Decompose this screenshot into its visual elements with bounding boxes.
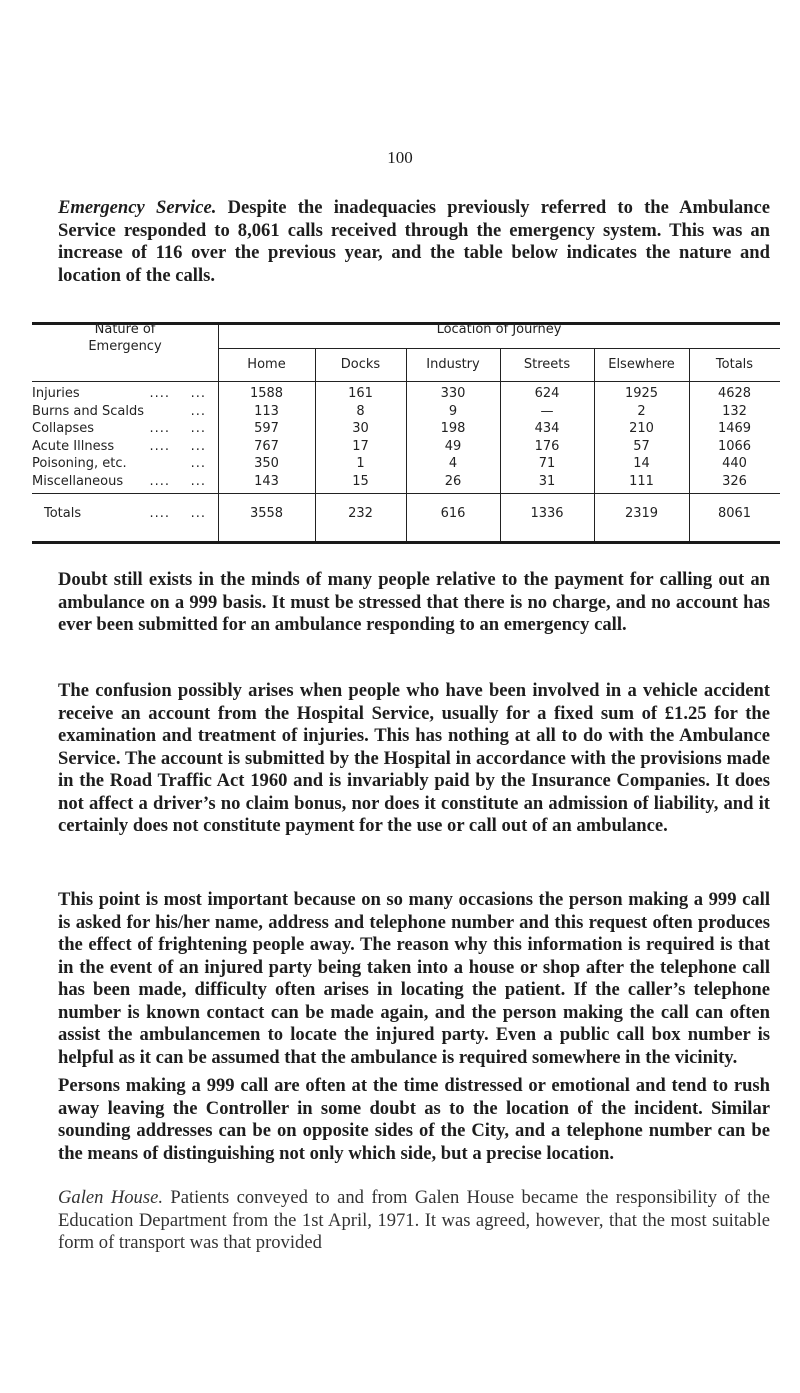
- row-label: Poisoning, etc. ...: [32, 456, 206, 471]
- row-label: Miscellaneous .... ...: [32, 473, 206, 489]
- paragraph-emergency-service: [58, 197, 770, 287]
- table-cell: 161: [348, 386, 373, 401]
- table-cell: —: [540, 403, 554, 419]
- table-cell: 440: [722, 456, 747, 471]
- table-cell: 597: [254, 421, 279, 436]
- table-divider: [32, 381, 780, 382]
- row-label: Injuries .... ...: [32, 386, 206, 401]
- table-cell: 176: [534, 438, 560, 454]
- table-cell: 326: [722, 473, 747, 489]
- table-cell: 71: [538, 456, 556, 471]
- table-cell: 57: [633, 438, 650, 454]
- table-cell: 210: [629, 421, 654, 436]
- paragraph-caller-details: This point is most important because on so many occasions the person making a 999 call is asked for his/her name, address and telephone number and this request often produces the effect of frightening people away. The reason why this information is required is that in the event of an injured party being taken into a house or shop after the telephone call has been made, difficulty often arises in locating the patient. If the caller’s telephone number is known contact can be made again, and the person making the call can often assist the ambulancemen to locate the injured party. Even a public call box number is helpful as it can be assumed that the ambulance is required somewhere in the vicinity.: [58, 889, 770, 1068]
- table-cell: 111: [629, 473, 654, 489]
- table-cell: 26: [444, 473, 462, 489]
- page-number: 100: [387, 148, 413, 167]
- paragraph-confusion: The confusion possibly arises when people who have been involved in a vehicle accident receive an account from the Hospital Service, usually for a fixed sum of £1.25 for the examination and treatment of injuries. This has nothing at all to do with the Ambulance Service. The account is submitted by the Hospital in accordance with the provisions made in the Road Traffic Act 1960 and is invariably paid by the Insurance Companies. It does not affect a driver’s no claim bonus, nor does it constitute an admission of liability, and it certainly does not constitute payment for the use or call out of an ambulance.: [58, 680, 770, 836]
- table-cell: 350: [254, 456, 279, 471]
- column-header: Totals: [715, 357, 754, 372]
- table-cell: 49: [444, 438, 462, 454]
- column-header: Home: [247, 357, 286, 372]
- column-header: Streets: [523, 357, 571, 372]
- paragraph-heading: Galen House.: [58, 1187, 163, 1208]
- column-header: Industry: [426, 357, 480, 372]
- table-cell: 132: [722, 403, 747, 419]
- table-divider: [32, 493, 780, 494]
- table-cell: 9: [448, 403, 458, 419]
- table-cell: 4: [448, 456, 458, 471]
- column-header: Docks: [340, 357, 381, 372]
- paragraph-heading: Emergency Service.: [58, 197, 217, 218]
- table-cell: 1925: [624, 386, 659, 401]
- paragraph-distressed-callers: Persons making a 999 call are often at the time distressed or emotional and tend to rush away leaving the Controller in some doubt as to the location of the incident. Similar sounding addresses can be on opposite sides of the City, and a telephone number can be the means of distinguishing not only which side, but a precise location.: [58, 1075, 770, 1164]
- table-cell: 1469: [717, 421, 752, 436]
- table-cell: 113: [254, 403, 279, 419]
- table-cell: 4628: [717, 386, 752, 401]
- totals-cell: 616: [440, 506, 466, 521]
- table-cell: 330: [440, 386, 466, 401]
- emergency-calls-table: Nature of Emergency Location of Journey Home Docks Industry Streets Elsewhere Totals Injuries .... ... 1588 161 330 624 1925 4628 Burns and Scalds ... 113 8 9 — 2 132 Collapses .... ... 597 30 198 434 210 1469 Acute Illness .... ... 767 17 49 176 57 1066 Poisoning, etc. ... 350 1 4 71 14 440 Miscellaneous .... ... 143 15 26 31 111 326 Totals .... ... 3558 232 616 1336 2319 8061: [32, 322, 780, 544]
- totals-cell: 1336: [530, 506, 564, 521]
- row-label: Collapses .... ...: [32, 421, 206, 436]
- row-header: Nature of Emergency: [88, 322, 162, 354]
- paragraph-text: Patients conveyed to and from Galen House became the responsibility of the Education Department from the 1st April, 1971. It was agreed, however, that the most suitable form of transport was that provided: [58, 1187, 770, 1253]
- table-cell: 434: [534, 421, 560, 436]
- table-divider: [218, 348, 780, 349]
- table-cell: 31: [538, 473, 556, 489]
- paragraph-text: Despite the inadequacies previously referred to the Ambulance Service responded to 8,061 calls received through the emergency system. This was an increase of 116 over the previous year, and the table below indicates the nature and location of the calls.: [58, 197, 770, 286]
- paragraph-payment-doubt: Doubt still exists in the minds of many people relative to the payment for calling out an ambulance on a 999 basis. It must be stressed that there is no charge, and no account has ever been submitted for an ambulance responding to an emergency call.: [58, 569, 770, 635]
- group-header: Location of Journey: [436, 322, 562, 337]
- totals-cell: 3558: [249, 506, 284, 521]
- table-cell: 198: [440, 421, 466, 436]
- table-cell: 15: [352, 473, 369, 489]
- table-cell: 17: [352, 438, 369, 454]
- totals-cell: 2319: [624, 506, 659, 521]
- table-cell: 30: [352, 421, 369, 436]
- table-cell: 1066: [717, 438, 752, 454]
- row-label: Acute Illness .... ...: [32, 438, 206, 454]
- table-cell: 143: [254, 473, 279, 489]
- table-cell: 8: [356, 403, 365, 419]
- column-header: Elsewhere: [608, 357, 675, 372]
- table-bottom-rule: [32, 541, 780, 544]
- row-label: Burns and Scalds ...: [32, 403, 206, 419]
- totals-cell: 232: [348, 506, 373, 521]
- paragraph-galen-house: [58, 1187, 770, 1255]
- table-cell: 767: [254, 438, 279, 454]
- table-cell: 624: [534, 386, 560, 401]
- table-cell: 1588: [249, 386, 284, 401]
- totals-cell: 8061: [717, 506, 752, 521]
- table-cell: 14: [633, 456, 650, 471]
- table-cell: 2: [637, 403, 646, 419]
- table-cell: 1: [356, 456, 365, 471]
